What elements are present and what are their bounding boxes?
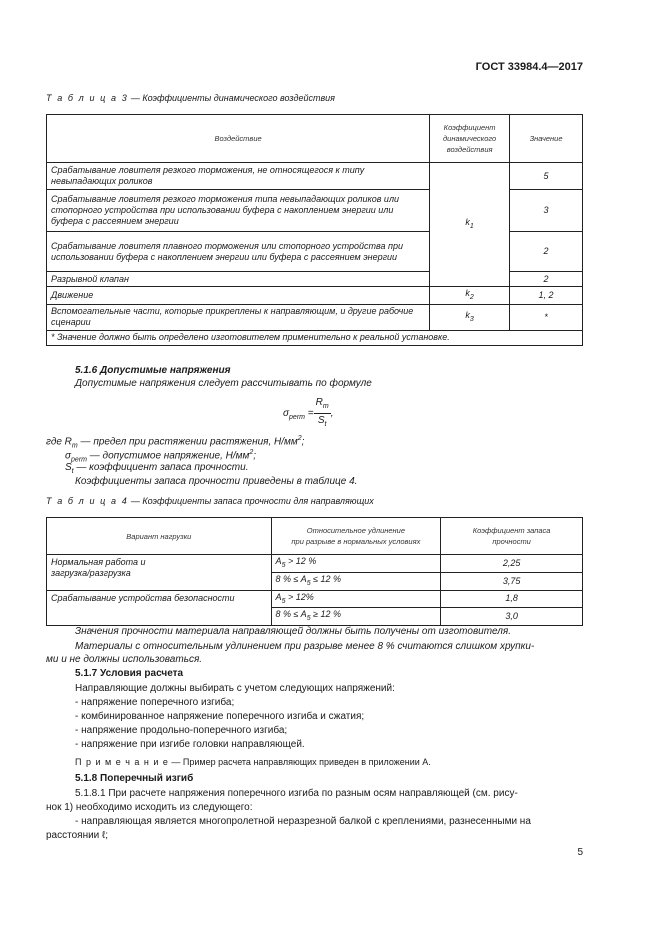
table4-caption [46,496,374,506]
table4-value-1: 2,25 [441,555,583,573]
section-517-note: П р и м е ч а н и е — Пример расчета направляющих приведен в приложении А. [75,757,431,767]
table3-value-6: * [510,304,583,330]
section-516-intro: Допустимые напряжения следует рассчитывать по формуле [75,378,372,389]
table3-effect-3: Срабатывание ловителя плавного торможения или стопорного устройства при использовании буфера с накоплением энергии или буфера с рассеянием энергии [47,232,430,272]
table3-value-4: 2 [510,272,583,287]
where-rm: где $R_m$ — предел при растяжении растяжения, $Н/мм^2$; [46,435,305,450]
formula: $\sigma_{perm}$ = $\frac{R_m}{S_t}$ , [283,397,334,428]
section-518-title: 5.1.8 Поперечный изгиб [75,773,194,784]
where-st: $S_t$ — коэффициент запаса прочности. [65,462,249,475]
table3-coef-k1: $k_1$ [430,163,510,287]
list-item: - напряжение продольно-поперечного изгиба; [75,725,288,736]
table4-caption-title: — Коэффициенты запаса прочности для направляющих [128,496,374,506]
section-517-title: 5.1.7 Условия расчета [75,668,184,679]
table4-elong-2: 8 % ≤ $A_5 \le 12$ % [271,572,441,590]
table4-value-2: 3,75 [441,572,583,590]
table3-effect-1: Срабатывание ловителя резкого торможения, не относящегося к типу невыпадающих роликов [47,163,430,190]
table4-elong-3: $A_5 > 12\%$ [271,590,441,608]
table3-value-3: 2 [510,232,583,272]
table4-header-elongation: Относительное удлинение при разрыве в нормальных условиях [271,518,441,555]
table3 [46,114,583,346]
table4-reference: Коэффициенты запаса прочности приведены в таблице 4. [75,476,358,487]
page-number: 5 [577,847,583,858]
table4-group-safety: Срабатывание устройства безопасности [47,590,272,626]
table3-effect-5: Движение [47,287,430,305]
table3-value-1: 5 [510,163,583,190]
list-item: - напряжение при изгибе головки направляющей. [75,739,305,750]
table3-header-effect: Воздействие [47,115,430,163]
table4 [46,517,583,626]
table3-header-value: Значение [510,115,583,163]
table3-value-2: 3 [510,190,583,232]
brittle-text-line2: ми и не должны использоваться. [46,654,203,665]
section-516-title: 5.1.6 Допустимые напряжения [75,365,231,376]
list-item: - комбинированное напряжение поперечного изгиба и сжатия; [75,711,365,722]
section-518-p1-line2: нок 1) необходимо исходить из следующего: [46,802,253,813]
list-item: - напряжение поперечного изгиба; [75,697,235,708]
table3-coef-k2: $k_2$ [430,287,510,305]
section-518-p2-line2: расстоянии ℓ; [46,830,109,841]
table4-value-4: 3,0 [441,608,583,626]
table4-elong-4: 8 % ≤ $A_5 \ge 12$ % [271,608,441,626]
table3-header-coef: Коэффициент динамического воздействия [430,115,510,163]
where-sigma: $\sigma_{perm}$ — допустимое напряжение, $Н/мм^2$; [65,449,257,464]
table3-effect-4: Разрывной клапан [47,272,430,287]
table3-caption-prefix: Т а б л и ц а 3 [46,93,129,103]
table3-value-5: 1, 2 [510,287,583,305]
standard-number: ГОСТ 33984.4—2017 [475,61,583,73]
table4-elong-1: $A_5 > 12$ % [271,555,441,573]
table3-coef-k3: $k_3$ [430,304,510,330]
brittle-text-line1: Материалы с относительным удлинением при разрыве менее 8 % считаются слишком хрупки- [75,641,535,652]
material-strength-text: Значения прочности материала направляющей должны быть получены от изготовителя. [75,626,512,637]
table3-caption [46,93,335,103]
table3-effect-2: Срабатывание ловителя резкого торможения типа невыпадающих роликов или стопорного устройства при использовании буфера с накоплением энергии или буфера с рассеянием энергии [47,190,430,232]
section-518-p2-line1: - направляющая является многопролетной неразрезной балкой с креплениями, разнесенными на [75,816,531,827]
section-517-intro: Направляющие должны выбирать с учетом следующих напряжений: [75,683,395,694]
table4-value-3: 1,8 [441,590,583,608]
section-518-p1-line1: 5.1.8.1 При расчете напряжения поперечного изгиба по разным осям направляющей (см. рису- [75,788,518,799]
table3-footnote: * Значение должно быть определено изготовителем применительно к реальной установке. [47,330,583,345]
table3-effect-6: Вспомогательные части, которые прикреплены к направляющим, и другие рабочие сценарии [47,304,430,330]
table3-caption-title: — Коэффициенты динамического воздействия [128,93,335,103]
table4-header-coef: Коэффициент запаса прочности [441,518,583,555]
table4-header-load: Вариант нагрузки [47,518,272,555]
table4-group-normal: Нормальная работа и загрузка/разгрузка [47,555,272,591]
table4-caption-prefix: Т а б л и ц а 4 [46,496,129,506]
